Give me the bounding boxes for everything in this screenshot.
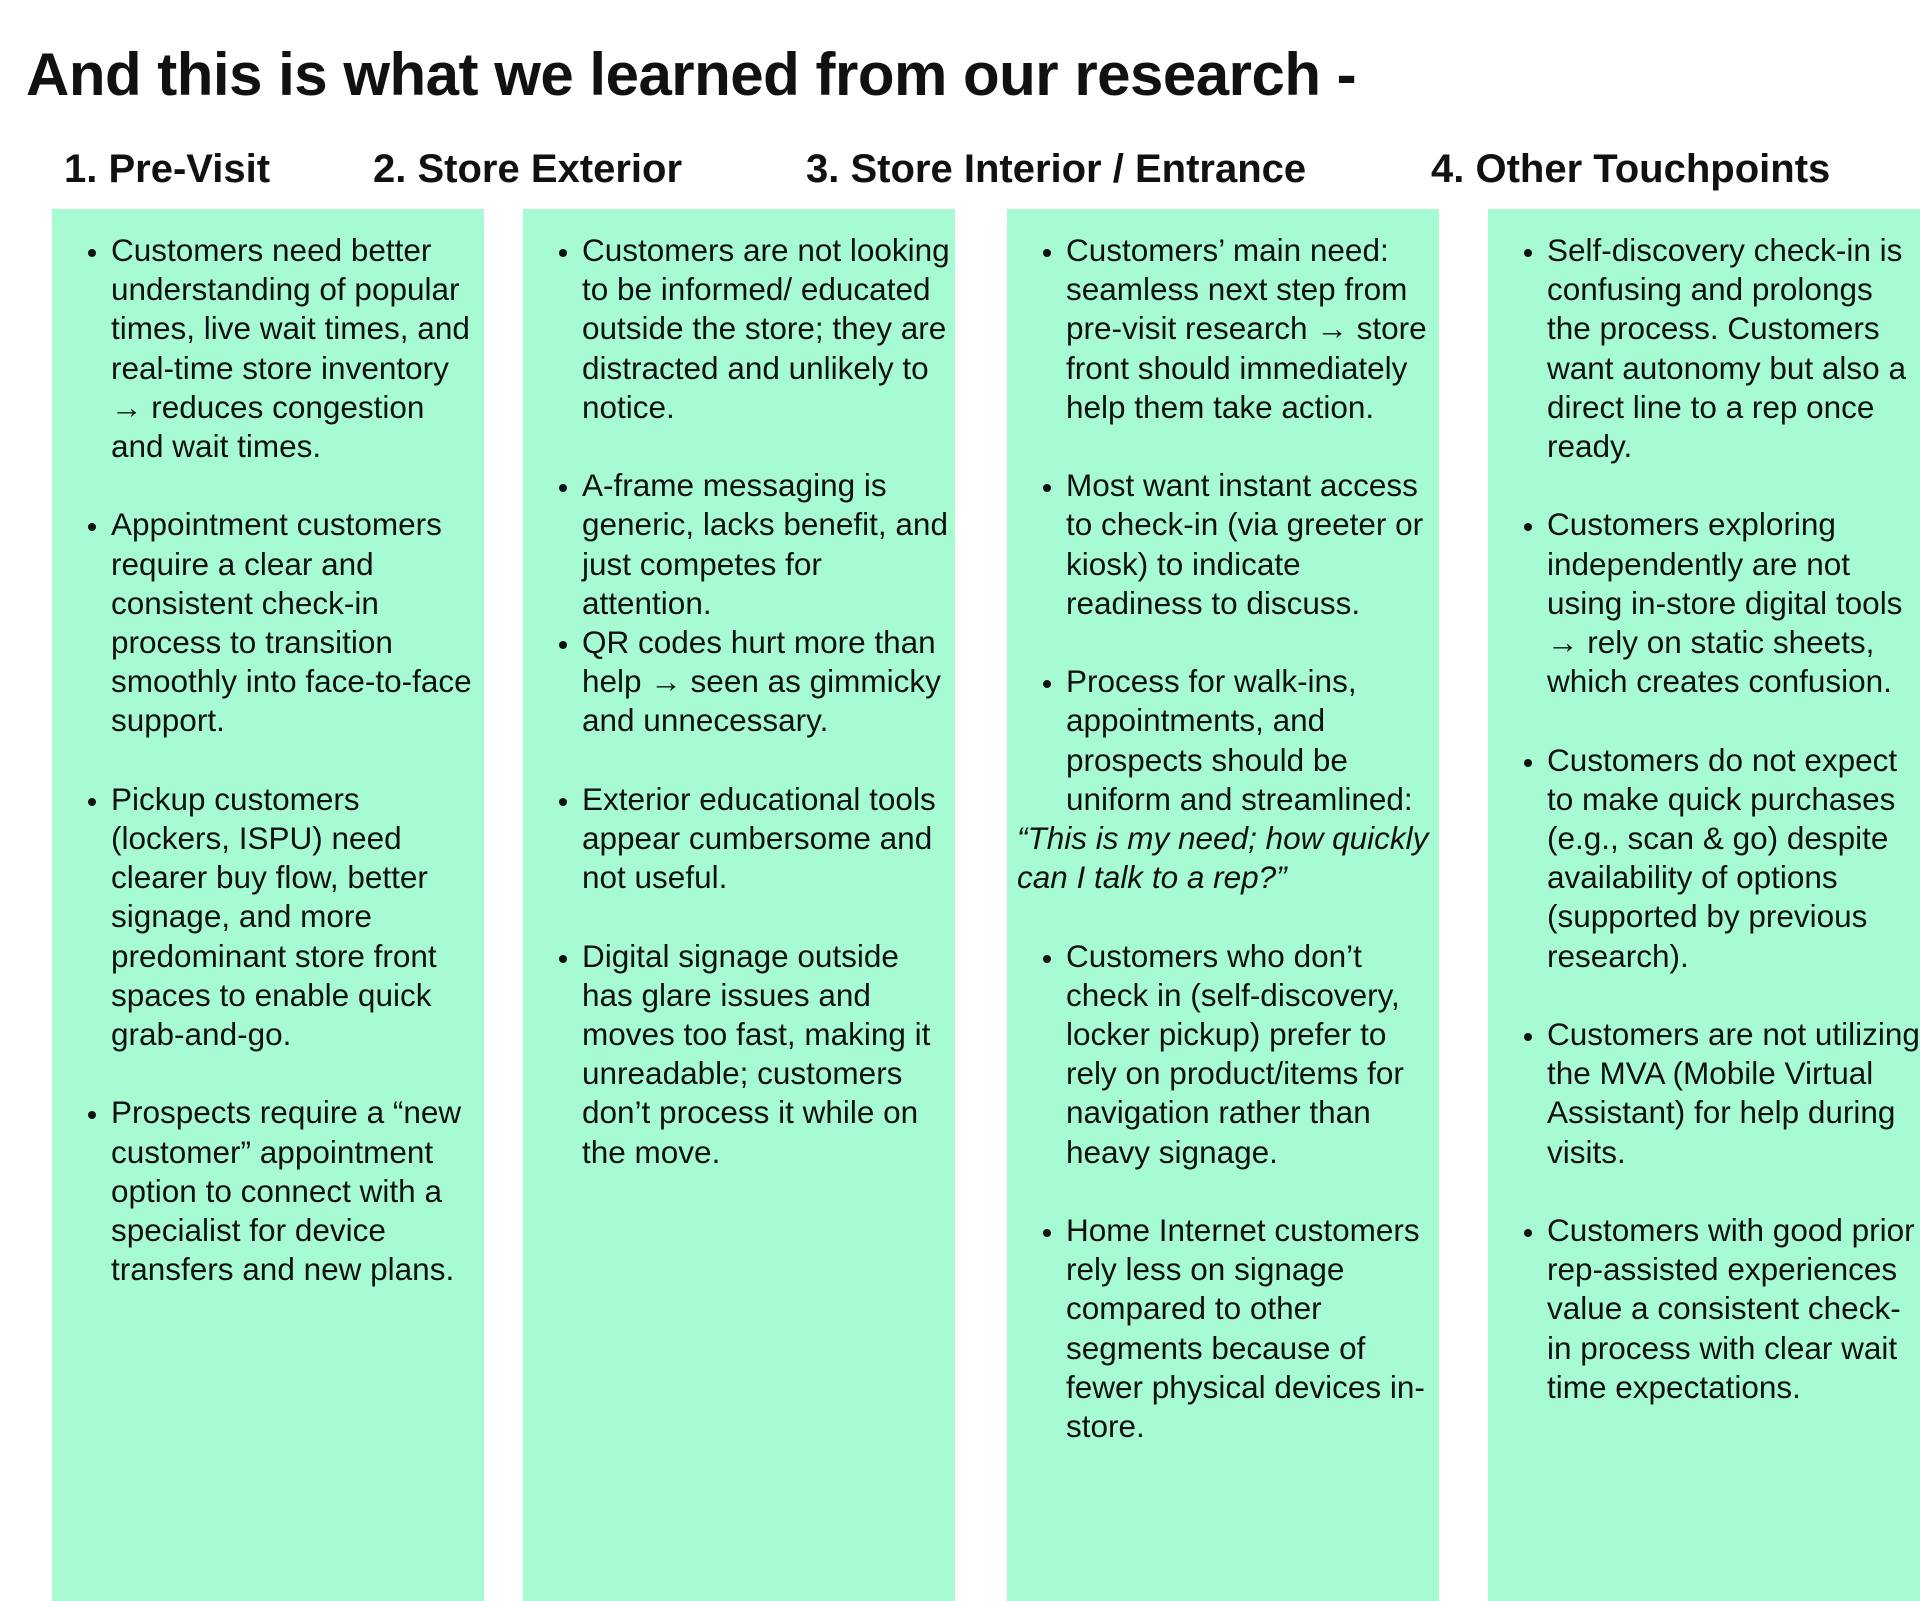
list-item: • Self-discovery check-in is confusing and prolongs the process. Customers want autonomy but also a direct line to a rep once ready.	[1547, 231, 1920, 466]
list-item: • Customers need better understanding of popular times, live wait times, and real-time store inventory → reduces congestion and wait times.	[111, 231, 484, 466]
list-item: • Customers exploring independently are not using in-store digital tools → rely on static sheets, which creates confusion.	[1547, 505, 1920, 701]
column-heading-other-touchpoints: 4. Other Touchpoints	[1431, 147, 1831, 191]
store-interior-list	[1007, 231, 1439, 819]
list-item: • Exterior educational tools appear cumbersome and not useful.	[582, 780, 955, 898]
list-item: • Digital signage outside has glare issues and moves too fast, making it unreadable; customers don’t process it while on the move.	[582, 937, 955, 1172]
store-exterior-card	[523, 209, 955, 1601]
column-heading-pre-visit: 1. Pre-Visit	[64, 147, 271, 191]
list-item: • Process for walk-ins, appointments, and prospects should be uniform and streamlined:	[1066, 662, 1439, 819]
list-item: • QR codes hurt more than help → seen as gimmicky and unnecessary.	[582, 623, 955, 741]
list-item: • Customers who don’t check in (self-discovery, locker pickup) prefer to rely on product/items for navigation rather than heavy signage.	[1066, 937, 1439, 1172]
list-item: • Home Internet customers rely less on signage compared to other segments because of fewer physical devices in-store.	[1066, 1211, 1439, 1446]
list-item: • Most want instant access to check-in (via greeter or kiosk) to indicate readiness to discuss.	[1066, 466, 1439, 623]
list-item: • Pickup customers (lockers, ISPU) need clearer buy flow, better signage, and more predominant store front spaces to enable quick grab-and-go.	[111, 780, 484, 1054]
column-heading-store-exterior: 2. Store Exterior	[373, 147, 683, 191]
other-touchpoints-list	[1488, 231, 1920, 1407]
pre-visit-card	[52, 209, 484, 1601]
list-item: • Appointment customers require a clear and consistent check-in process to transition smoothly into face-to-face support.	[111, 505, 484, 740]
list-item: • Customers are not utilizing the MVA (Mobile Virtual Assistant) for help during visits.	[1547, 1015, 1920, 1172]
store-exterior-list	[523, 231, 955, 1172]
other-touchpoints-card	[1488, 209, 1920, 1601]
list-item: • Prospects require a “new customer” appointment option to connect with a specialist for device transfers and new plans.	[111, 1093, 484, 1289]
customer-quote: “This is my need; how quickly can I talk to a rep?”	[1017, 820, 1429, 896]
list-item: • Customers with good prior rep-assisted experiences value a consistent check-in process with clear wait time expectations.	[1547, 1211, 1920, 1407]
list-item: • Customers’ main need: seamless next step from pre-visit research → store front should immediately help them take action.	[1066, 231, 1439, 427]
list-item: • Customers are not looking to be informed/ educated outside the store; they are distracted and unlikely to notice.	[582, 231, 955, 427]
store-interior-card	[1007, 209, 1439, 1601]
column-heading-store-interior: 3. Store Interior / Entrance	[806, 147, 1307, 191]
store-interior-list-continued	[1007, 937, 1439, 1447]
list-item: • A-frame messaging is generic, lacks benefit, and just competes for attention.	[582, 466, 955, 623]
pre-visit-list	[52, 231, 484, 1289]
page-title: And this is what we learned from our research -	[26, 41, 1357, 108]
list-item: • Customers do not expect to make quick purchases (e.g., scan & go) despite availability of options (supported by previous research).	[1547, 741, 1920, 976]
